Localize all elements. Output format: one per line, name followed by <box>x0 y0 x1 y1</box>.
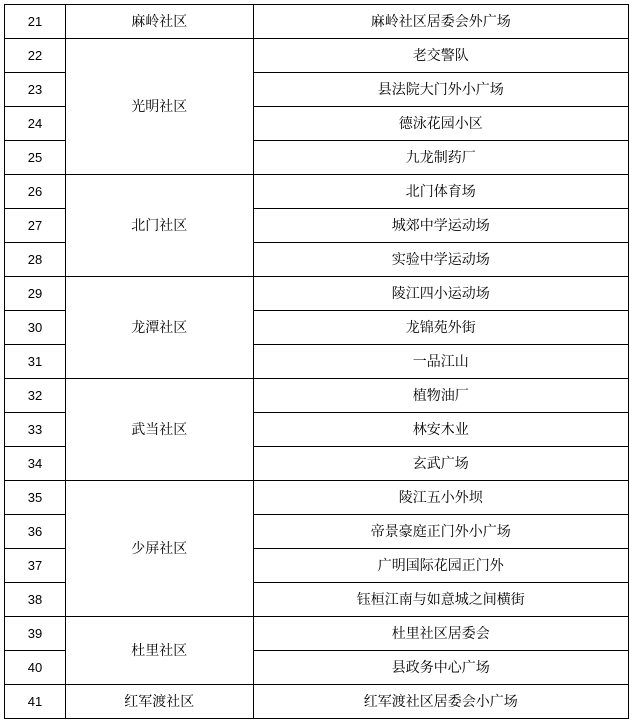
row-number: 21 <box>5 5 66 39</box>
row-number: 36 <box>5 515 66 549</box>
location-name: 城郊中学运动场 <box>253 209 628 243</box>
row-number: 34 <box>5 447 66 481</box>
community-location-table <box>4 4 629 719</box>
community-name: 麻岭社区 <box>65 5 253 39</box>
location-name: 老交警队 <box>253 39 628 73</box>
location-name: 麻岭社区居委会外广场 <box>253 5 628 39</box>
location-name: 陵江五小外坝 <box>253 481 628 515</box>
location-name: 县法院大门外小广场 <box>253 73 628 107</box>
community-name: 红军渡社区 <box>65 685 253 719</box>
row-number: 33 <box>5 413 66 447</box>
location-name: 玄武广场 <box>253 447 628 481</box>
community-name: 龙潭社区 <box>65 277 253 379</box>
row-number: 23 <box>5 73 66 107</box>
row-number: 37 <box>5 549 66 583</box>
location-name: 广明国际花园正门外 <box>253 549 628 583</box>
location-name: 林安木业 <box>253 413 628 447</box>
table-row <box>5 685 629 719</box>
row-number: 28 <box>5 243 66 277</box>
row-number: 39 <box>5 617 66 651</box>
location-name: 帝景豪庭正门外小广场 <box>253 515 628 549</box>
location-name: 杜里社区居委会 <box>253 617 628 651</box>
community-name: 少屏社区 <box>65 481 253 617</box>
table-row <box>5 5 629 39</box>
location-name: 陵江四小运动场 <box>253 277 628 311</box>
row-number: 41 <box>5 685 66 719</box>
table-row <box>5 379 629 413</box>
location-name: 九龙制药厂 <box>253 141 628 175</box>
location-name: 钰桓江南与如意城之间横街 <box>253 583 628 617</box>
location-name: 一品江山 <box>253 345 628 379</box>
table-row <box>5 277 629 311</box>
table-row <box>5 175 629 209</box>
location-name: 北门体育场 <box>253 175 628 209</box>
table-row <box>5 617 629 651</box>
community-name: 武当社区 <box>65 379 253 481</box>
community-name: 光明社区 <box>65 39 253 175</box>
row-number: 24 <box>5 107 66 141</box>
location-name: 红军渡社区居委会小广场 <box>253 685 628 719</box>
location-name: 龙锦苑外街 <box>253 311 628 345</box>
row-number: 30 <box>5 311 66 345</box>
row-number: 25 <box>5 141 66 175</box>
community-name: 杜里社区 <box>65 617 253 685</box>
row-number: 35 <box>5 481 66 515</box>
location-name: 实验中学运动场 <box>253 243 628 277</box>
table-row <box>5 39 629 73</box>
row-number: 26 <box>5 175 66 209</box>
row-number: 29 <box>5 277 66 311</box>
row-number: 22 <box>5 39 66 73</box>
row-number: 32 <box>5 379 66 413</box>
row-number: 31 <box>5 345 66 379</box>
row-number: 27 <box>5 209 66 243</box>
row-number: 38 <box>5 583 66 617</box>
table-row <box>5 481 629 515</box>
location-name: 植物油厂 <box>253 379 628 413</box>
community-name: 北门社区 <box>65 175 253 277</box>
location-name: 德泳花园小区 <box>253 107 628 141</box>
row-number: 40 <box>5 651 66 685</box>
location-name: 县政务中心广场 <box>253 651 628 685</box>
